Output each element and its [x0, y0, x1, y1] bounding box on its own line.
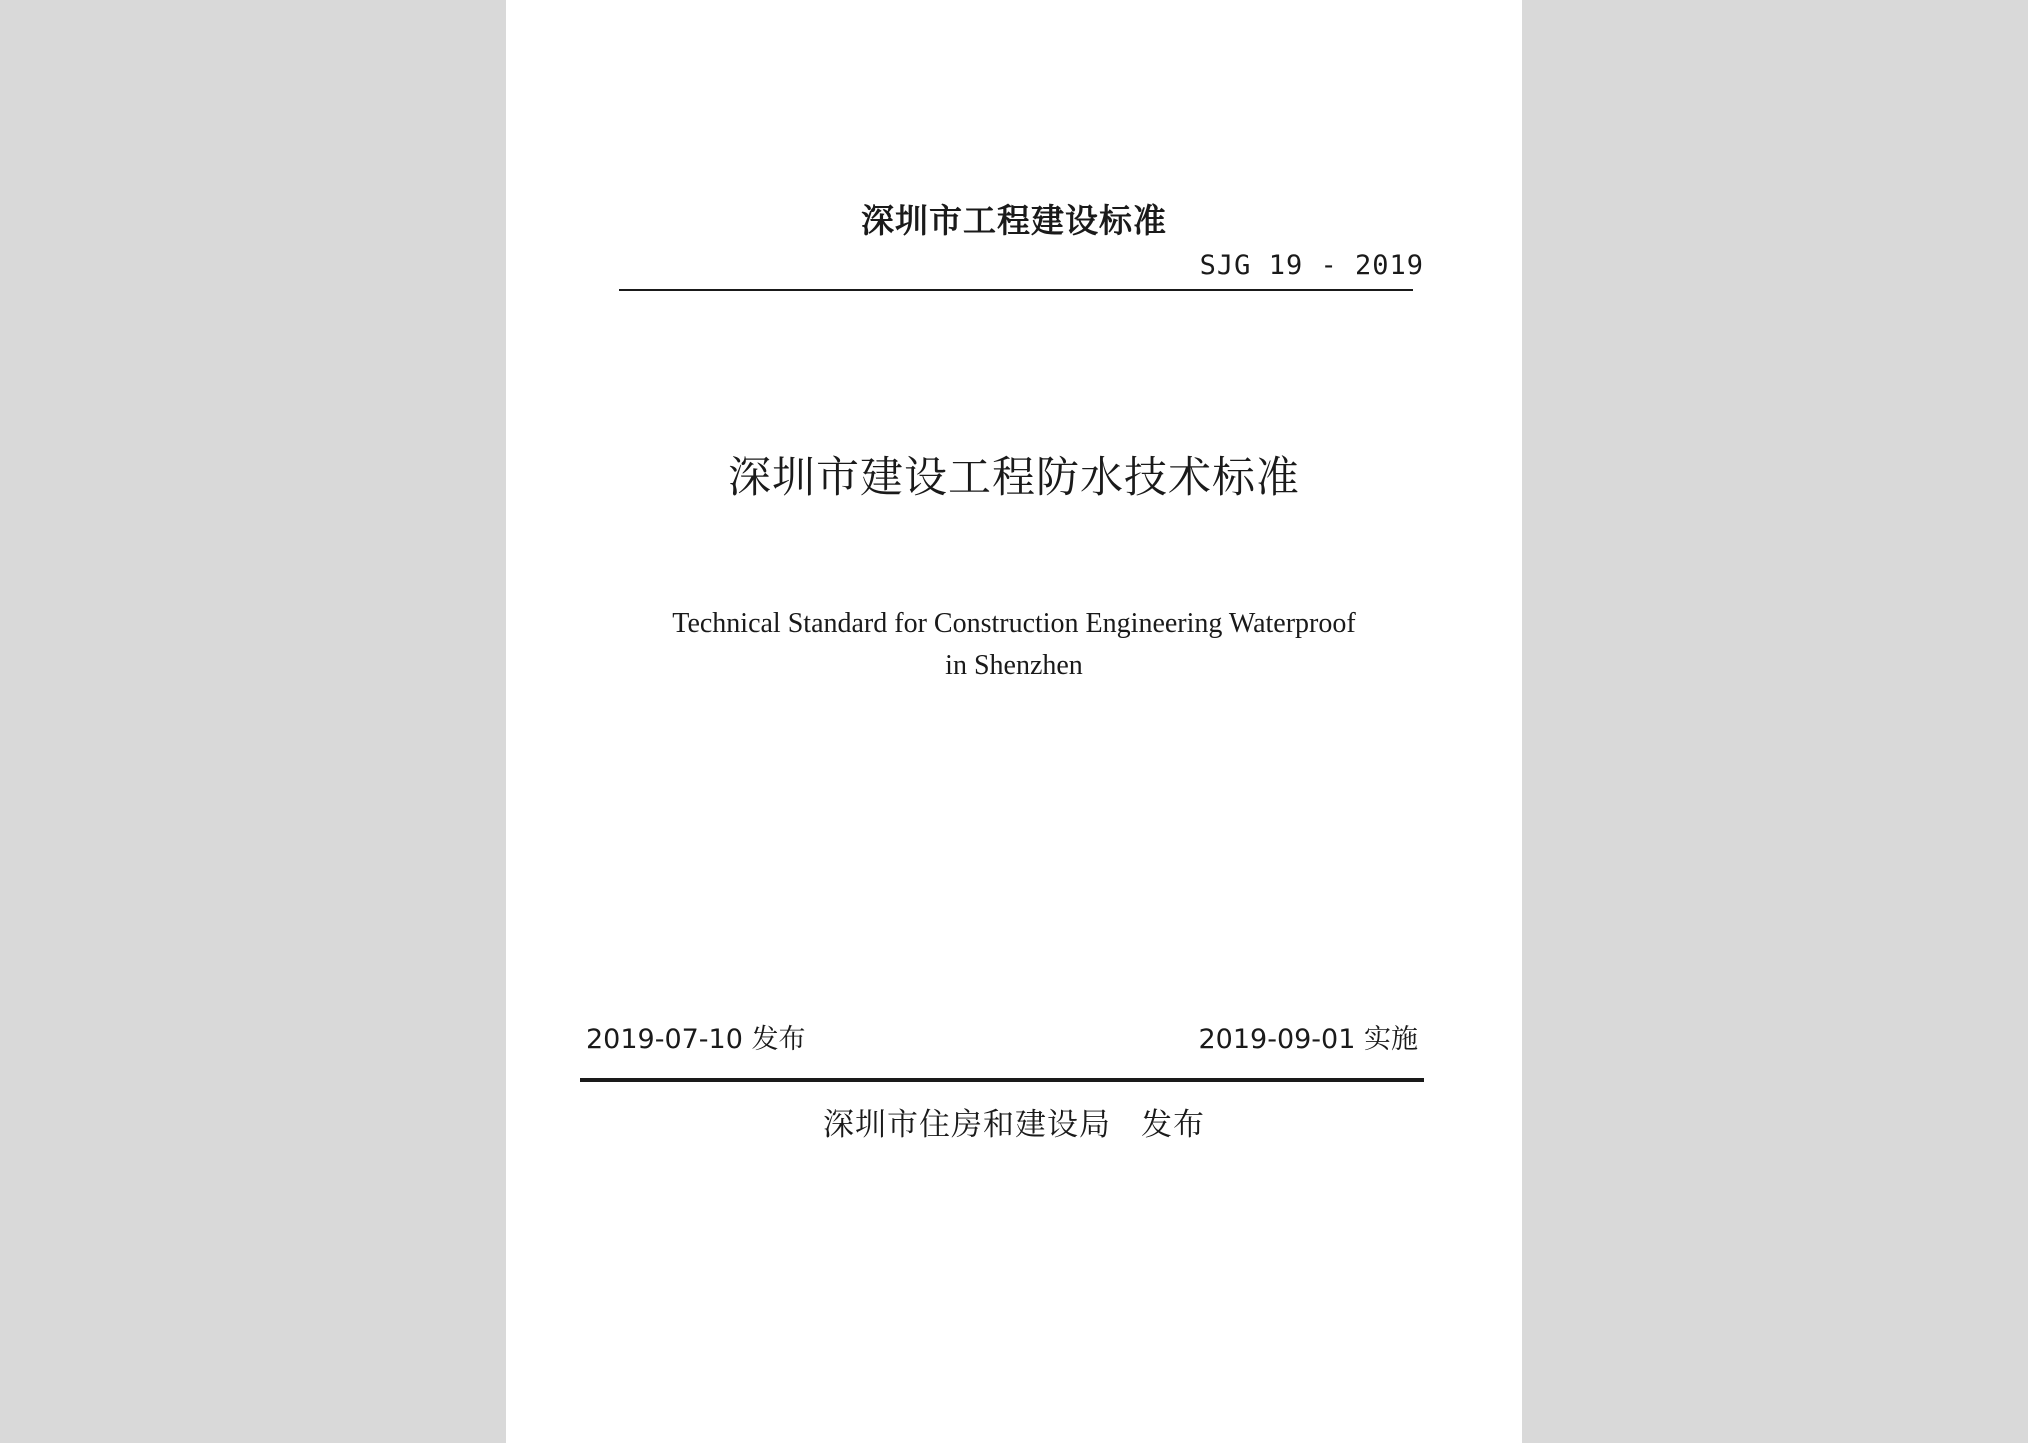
document-title-chinese: 深圳市建设工程防水技术标准: [728, 453, 1300, 503]
standard-code: SJG 19 - 2019: [1199, 250, 1424, 281]
publisher-action: 发布: [1141, 1107, 1205, 1143]
standard-series-title: 深圳市工程建设标准: [861, 201, 1167, 240]
title-english-line-2: in Shenzhen: [945, 650, 1083, 681]
publisher-name: 深圳市住房和建设局: [823, 1107, 1111, 1143]
title-english-line-1: Technical Standard for Construction Engineering Waterproof: [672, 608, 1356, 639]
footer-divider: [580, 1078, 1424, 1082]
header-divider: [619, 289, 1413, 291]
publisher-line: [506, 1099, 1522, 1144]
document-page: [506, 0, 1522, 1443]
effective-date: 2019-09-01 实施: [1198, 1024, 1418, 1055]
issue-date: 2019-07-10 发布: [586, 1024, 806, 1055]
document-title-english: [506, 603, 1522, 687]
